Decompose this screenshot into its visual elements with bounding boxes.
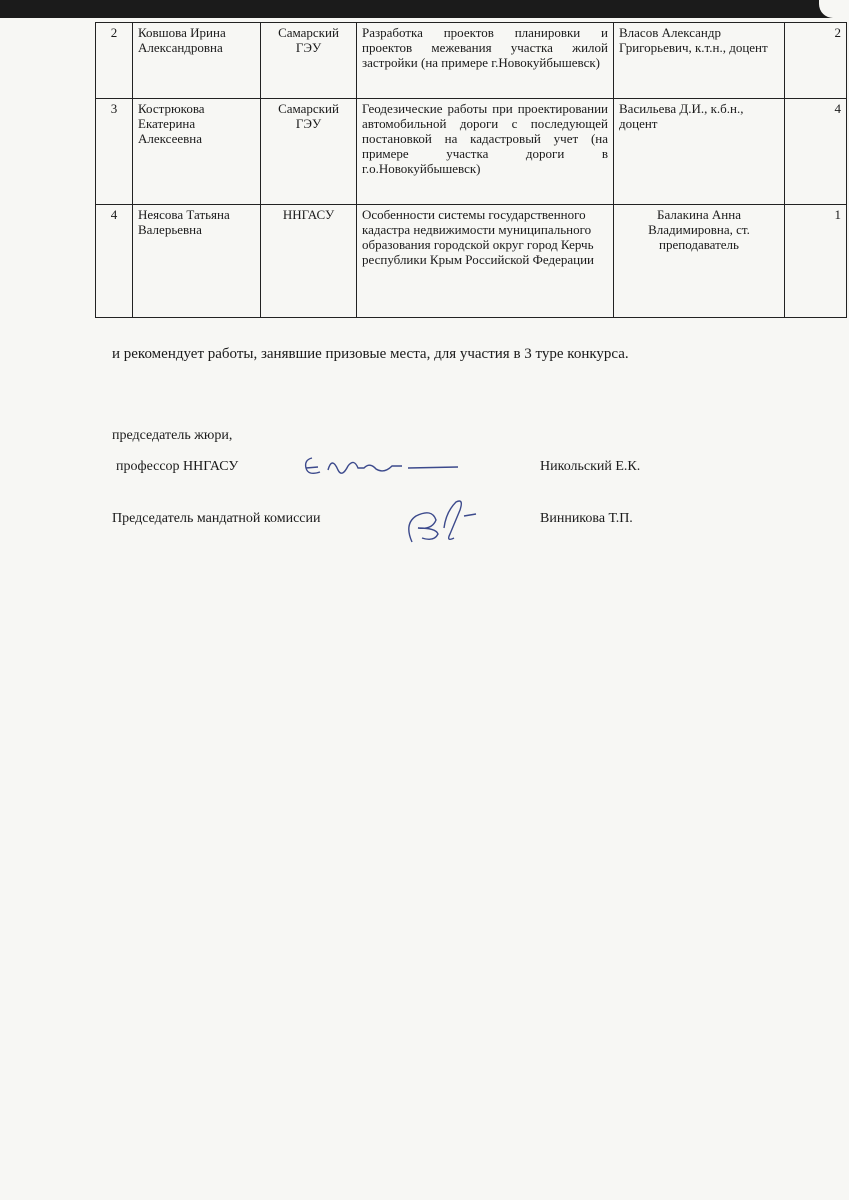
university: Самарский ГЭУ	[261, 23, 357, 99]
commission-chair-title: Председатель мандатной комиссии	[112, 511, 321, 526]
student-name: Неясова Татьяна Валерьевна	[133, 205, 261, 318]
row-number: 2	[96, 23, 133, 99]
supervisor: Васильева Д.И., к.б.н., доцент	[614, 99, 785, 205]
place: 4	[785, 99, 847, 205]
university: Самарский ГЭУ	[261, 99, 357, 205]
jury-chair-position: профессор ННГАСУ	[116, 459, 239, 474]
row-number: 3	[96, 99, 133, 205]
scan-dark-edge	[0, 0, 849, 18]
table-row	[96, 99, 847, 205]
recommendation-text: и рекомендует работы, занявшие призовые места, для участия в 3 туре конкурса.	[112, 346, 629, 362]
jury-chair-signature	[298, 448, 468, 488]
row-number: 4	[96, 205, 133, 318]
student-name: Кострюкова Екатерина Алексеевна	[133, 99, 261, 205]
place: 1	[785, 205, 847, 318]
student-name: Ковшова Ирина Александровна	[133, 23, 261, 99]
university: ННГАСУ	[261, 205, 357, 318]
thesis-topic: Разработка проектов планировки и проектов межевания участка жилой застройки (на примере г.Новокуйбышевск)	[357, 23, 614, 99]
thesis-topic: Особенности системы государственного кадастра недвижимости муниципального образования городской округ город Керчь республики Крым Российской Федерации	[357, 205, 614, 318]
supervisor: Балакина Анна Владимировна, ст. преподаватель	[614, 205, 785, 318]
place: 2	[785, 23, 847, 99]
jury-chair-name: Никольский Е.К.	[540, 459, 641, 474]
thesis-topic: Геодезические работы при проектировании автомобильной дороги с последующей постановкой на кадастровый учет (на примере участка дороги в г.о.Новокуйбышевск)	[357, 99, 614, 205]
commission-chair-name: Винникова Т.П.	[540, 511, 633, 526]
supervisor: Власов Александр Григорьевич, к.т.н., доцент	[614, 23, 785, 99]
jury-chair-title: председатель жюри,	[112, 428, 233, 443]
commission-chair-signature	[392, 494, 492, 548]
table-row	[96, 205, 847, 318]
table-row	[96, 23, 847, 99]
results-table	[95, 22, 847, 318]
